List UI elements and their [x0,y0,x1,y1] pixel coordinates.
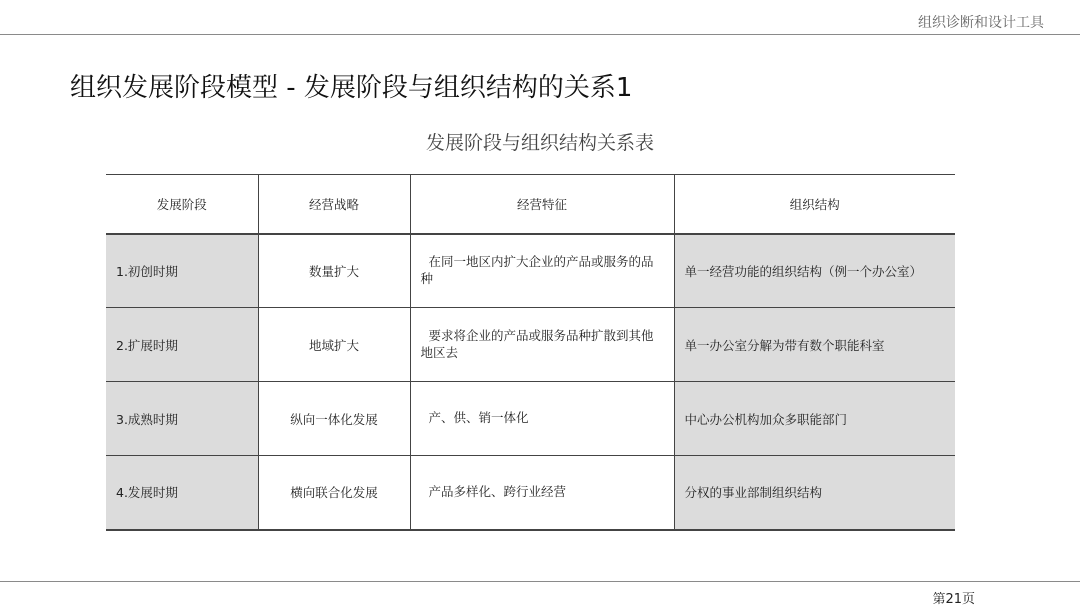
feature-cell: 产品多样化、跨行业经营 [410,456,674,530]
strategy-cell: 纵向一体化发展 [258,382,410,456]
page-number: 第21页 [932,592,975,607]
table-row [106,234,955,308]
bottom-divider [0,581,1080,582]
structure-cell: 单一办公室分解为带有数个职能科室 [674,308,955,382]
structure-cell: 中心办公机构加众多职能部门 [674,382,955,456]
table-row [106,308,955,382]
column-header-feature: 经营特征 [410,175,674,234]
header-label: 组织诊断和设计工具 [918,15,1044,31]
column-header-stage: 发展阶段 [106,175,258,234]
strategy-cell: 横向联合化发展 [258,456,410,530]
feature-cell: 要求将企业的产品或服务品种扩散到其他地区去 [410,308,674,382]
stage-cell: 3.成熟时期 [106,382,258,456]
strategy-cell: 地域扩大 [258,308,410,382]
strategy-cell: 数量扩大 [258,234,410,308]
feature-cell: 产、供、销一体化 [410,382,674,456]
column-header-strategy: 经营战略 [258,175,410,234]
table-header-row [106,175,955,234]
structure-cell: 单一经营功能的组织结构（例一个办公室） [674,234,955,308]
feature-cell: 在同一地区内扩大企业的产品或服务的品种 [410,234,674,308]
structure-cell: 分权的事业部制组织结构 [674,456,955,530]
top-divider [0,34,1080,35]
slide-title: 组织发展阶段模型 - 发展阶段与组织结构的关系1 [70,73,633,104]
stage-cell: 2.扩展时期 [106,308,258,382]
table-row [106,382,955,456]
stage-cell: 1.初创时期 [106,234,258,308]
column-header-structure: 组织结构 [674,175,955,234]
relationship-table [106,174,955,531]
stage-cell: 4.发展时期 [106,456,258,530]
table-row [106,456,955,530]
table-caption: 发展阶段与组织结构关系表 [425,132,654,154]
